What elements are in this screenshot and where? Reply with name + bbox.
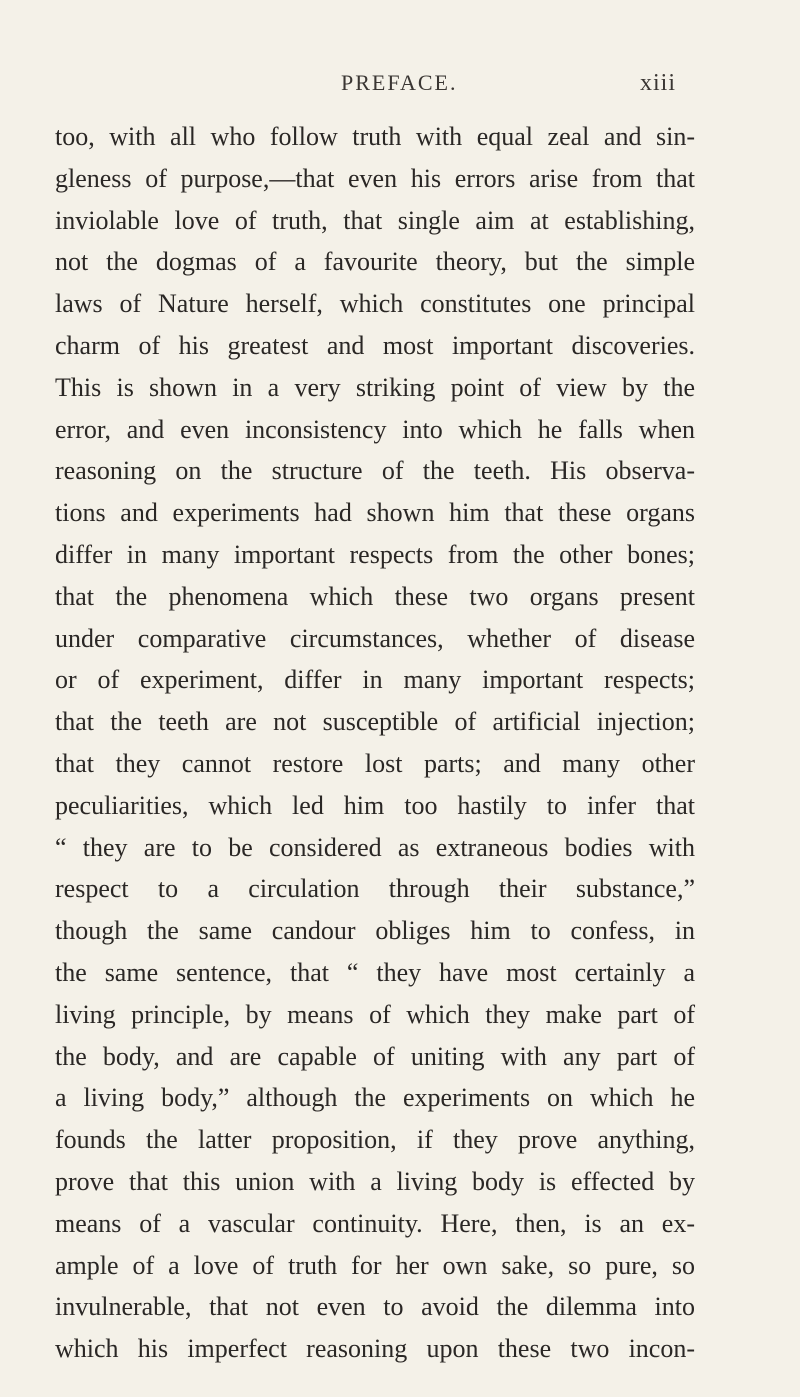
- text-line: prove that this union with a living body is effected by: [55, 1166, 695, 1196]
- text-line: a living body,” although the experiments on which he: [55, 1083, 695, 1113]
- text-line: which his imperfect reasoning upon these two incon-: [55, 1334, 695, 1364]
- running-title: PREFACE.: [341, 70, 458, 95]
- text-line: though the same candour obliges him to confess, in: [55, 916, 695, 946]
- text-line: differ in many important respects from the other bones;: [55, 539, 695, 569]
- text-line: ample of a love of truth for her own sake, so pure, so: [55, 1250, 695, 1280]
- page-header: [0, 70, 800, 100]
- text-line: laws of Nature herself, which constitutes one principal: [55, 289, 695, 319]
- text-line: that they cannot restore lost parts; and many other: [55, 748, 695, 778]
- text-line: founds the latter proposition, if they prove anything,: [55, 1125, 695, 1155]
- text-line: not the dogmas of a favourite theory, but the simple: [55, 247, 695, 277]
- text-line: charm of his greatest and most important discoveries.: [55, 330, 695, 360]
- text-line: too, with all who follow truth with equal zeal and sin-: [55, 122, 695, 151]
- text-line: the same sentence, that “ they have most certainly a: [55, 957, 695, 987]
- body-text: [55, 116, 695, 1370]
- text-line: living principle, by means of which they make part of: [55, 999, 695, 1029]
- text-line: that the teeth are not susceptible of artificial injection;: [55, 707, 695, 737]
- text-line: reasoning on the structure of the teeth. His observa-: [55, 456, 695, 486]
- text-line: the body, and are capable of uniting with any part of: [55, 1041, 695, 1071]
- text-line: gleness of purpose,—that even his errors arise from that: [55, 163, 695, 193]
- text-line: or of experiment, differ in many important respects;: [55, 665, 695, 695]
- text-line: error, and even inconsistency into which he falls when: [55, 414, 695, 444]
- text-line: invulnerable, that not even to avoid the dilemma into: [55, 1292, 695, 1322]
- page-number: xiii: [640, 70, 677, 96]
- text-line: This is shown in a very striking point of view by the: [55, 372, 695, 402]
- text-line: means of a vascular continuity. Here, then, is an ex-: [55, 1208, 695, 1238]
- text-line: tions and experiments had shown him that these organs: [55, 498, 695, 528]
- text-line: respect to a circulation through their substance,”: [55, 874, 695, 904]
- text-line: peculiarities, which led him too hastily to infer that: [55, 790, 695, 820]
- text-line: that the phenomena which these two organs present: [55, 581, 695, 611]
- text-line: “ they are to be considered as extraneous bodies with: [55, 832, 695, 862]
- text-line: under comparative circumstances, whether of disease: [55, 623, 695, 653]
- text-line: inviolable love of truth, that single aim at establishing,: [55, 205, 695, 235]
